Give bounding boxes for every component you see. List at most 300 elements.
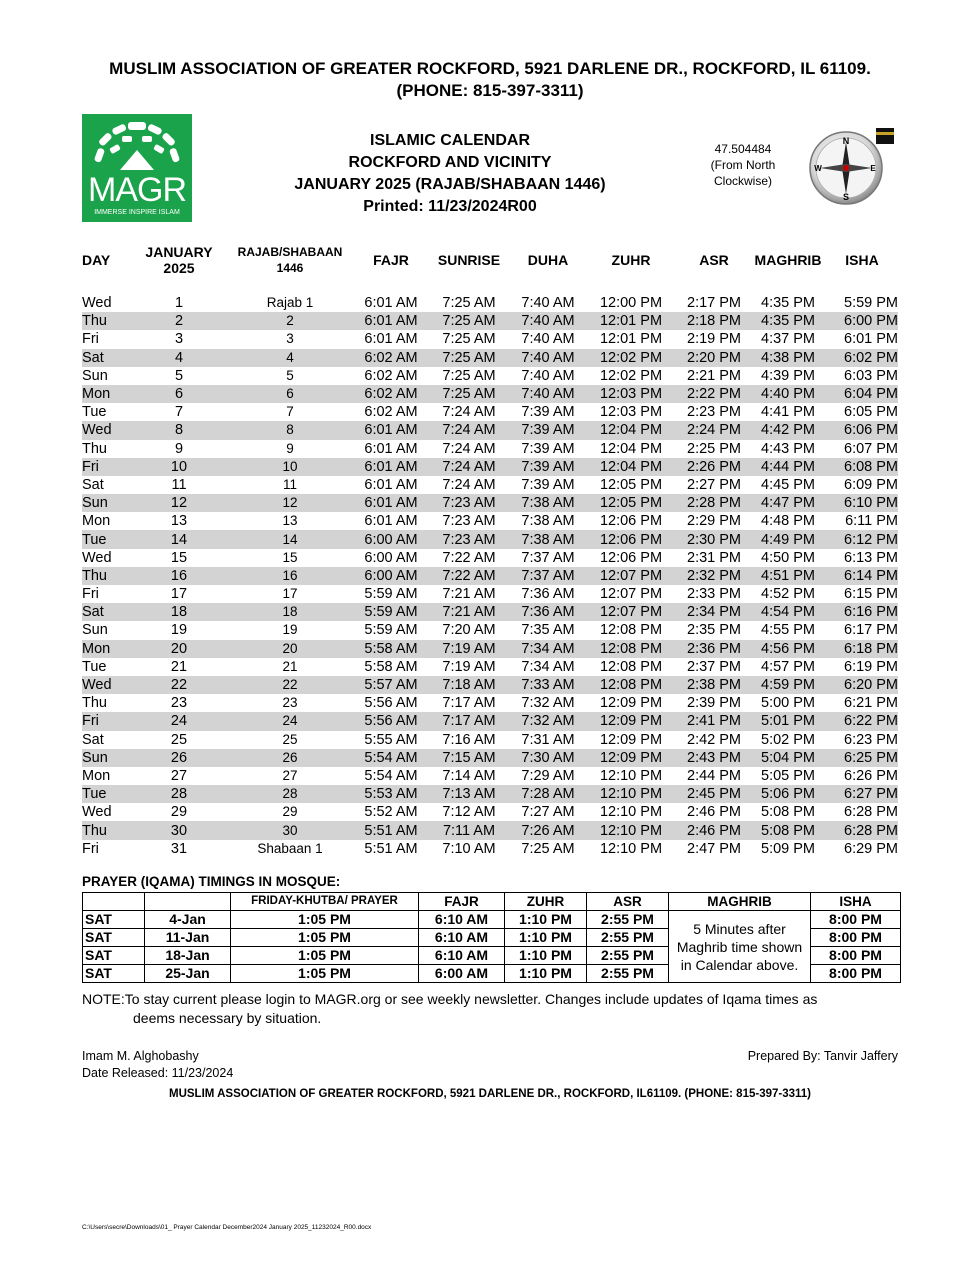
- cell-fajr: 6:01 AM: [356, 494, 426, 512]
- cell-fajr: 5:56 AM: [356, 712, 426, 730]
- cell-isha: 6:10 PM: [826, 494, 898, 512]
- cell-isha: 6:19 PM: [844, 658, 898, 675]
- iq-cell-fajr: 6:10 AM: [419, 911, 505, 929]
- cell-day: Wed: [82, 549, 112, 566]
- cell-sunrise: 7:12 AM: [442, 804, 496, 821]
- cell-zuhr: 12:07 PM: [584, 567, 678, 585]
- calendar-header-row: [82, 240, 898, 280]
- cell-sunrise: 7:17 AM: [426, 712, 512, 730]
- table-row: [82, 367, 898, 385]
- iq-cell-khutba: 1:05 PM: [231, 911, 419, 929]
- cell-isha: 6:02 PM: [826, 349, 898, 367]
- cell-greg: 8: [134, 421, 224, 439]
- table-row: [82, 567, 898, 585]
- cell-duha: 7:32 AM: [512, 712, 584, 730]
- bearing-line-3: Clockwise): [713, 174, 772, 188]
- cell-fajr: 5:57 AM: [356, 676, 426, 694]
- cell-duha: 7:38 AM: [512, 494, 584, 512]
- cell-isha: 6:11 PM: [845, 513, 898, 530]
- cell-maghrib: 5:05 PM: [761, 767, 815, 784]
- cell-asr: 2:30 PM: [678, 530, 750, 548]
- cell-hij: Rajab 1: [266, 295, 314, 311]
- calendar-body: [82, 294, 898, 858]
- cell-asr: 2:20 PM: [678, 349, 750, 367]
- table-row: [82, 440, 898, 458]
- cell-asr: 2:33 PM: [687, 586, 741, 603]
- cell-fajr: 6:01 AM: [364, 440, 418, 457]
- cell-duha: 7:40 AM: [512, 349, 584, 367]
- cell-zuhr: 12:02 PM: [599, 367, 663, 384]
- cell-fajr: 6:00 AM: [364, 549, 418, 566]
- cell-zuhr: 12:01 PM: [584, 312, 678, 330]
- cell-day: Sun: [82, 367, 108, 384]
- cell-hij: 18: [224, 603, 356, 621]
- cell-duha: 7:27 AM: [521, 804, 575, 821]
- cell-sunrise: 7:10 AM: [442, 840, 496, 857]
- cell-greg: 9: [174, 440, 184, 457]
- qibla-bearing: [698, 141, 788, 189]
- cell-maghrib: 5:06 PM: [750, 785, 826, 803]
- cell-sunrise: 7:25 AM: [442, 367, 496, 384]
- cell-sunrise: 7:23 AM: [426, 494, 512, 512]
- col-january-l2: 2025: [163, 260, 195, 276]
- magr-logo: [82, 114, 192, 222]
- cell-duha: 7:28 AM: [512, 785, 584, 803]
- cell-duha: 7:39 AM: [521, 440, 575, 457]
- cell-day: Sat: [82, 603, 134, 621]
- cell-hij: 17: [282, 586, 298, 602]
- cell-maghrib: 5:08 PM: [761, 804, 815, 821]
- cell-hij: 8: [224, 421, 356, 439]
- iq-cell-day: SAT: [83, 929, 145, 947]
- col-duha: DUHA: [527, 252, 569, 268]
- cell-fajr: 5:52 AM: [364, 804, 418, 821]
- cell-duha: 7:39 AM: [512, 458, 584, 476]
- cell-duha: 7:38 AM: [521, 513, 575, 530]
- cell-hij: 7: [286, 404, 294, 420]
- table-row: [82, 312, 898, 330]
- iq-cell-zuhr: 1:10 PM: [505, 911, 587, 929]
- cell-maghrib: 4:55 PM: [761, 622, 815, 639]
- prayer-calendar-table: [82, 240, 898, 858]
- cell-fajr: 5:51 AM: [356, 821, 426, 839]
- cell-greg: 7: [174, 404, 184, 421]
- iq-cell-fajr: 6:10 AM: [419, 929, 505, 947]
- cell-duha: 7:25 AM: [521, 840, 575, 857]
- cell-isha: 6:14 PM: [826, 567, 898, 585]
- cell-duha: 7:36 AM: [512, 603, 584, 621]
- cell-hij: 2: [224, 312, 356, 330]
- cell-day: Sun: [82, 622, 108, 639]
- cell-isha: 6:13 PM: [844, 549, 898, 566]
- cell-asr: 2:19 PM: [687, 331, 741, 348]
- cell-zuhr: 12:05 PM: [599, 476, 663, 493]
- cell-zuhr: 12:04 PM: [584, 421, 678, 439]
- cell-isha: 6:27 PM: [826, 785, 898, 803]
- cell-maghrib: 4:41 PM: [761, 404, 815, 421]
- cell-duha: 7:31 AM: [521, 731, 575, 748]
- cell-hij: 26: [224, 749, 356, 767]
- cell-sunrise: 7:25 AM: [442, 295, 496, 312]
- cell-asr: 2:39 PM: [687, 695, 741, 712]
- cell-greg: 20: [134, 640, 224, 658]
- cell-sunrise: 7:21 AM: [426, 603, 512, 621]
- cell-duha: 7:33 AM: [512, 676, 584, 694]
- cell-duha: 7:39 AM: [521, 476, 575, 493]
- cell-asr: 2:32 PM: [678, 567, 750, 585]
- cell-sunrise: 7:11 AM: [426, 821, 512, 839]
- cell-hij: 30: [224, 821, 356, 839]
- iq-cell-day: SAT: [83, 965, 145, 983]
- cell-zuhr: 12:10 PM: [599, 804, 663, 821]
- iqama-title: PRAYER (IQAMA) TIMINGS IN MOSQUE:: [82, 874, 341, 889]
- cell-zuhr: 12:07 PM: [599, 586, 663, 603]
- cell-asr: 2:29 PM: [687, 513, 741, 530]
- cell-asr: 2:41 PM: [678, 712, 750, 730]
- cell-greg: 28: [134, 785, 224, 803]
- cell-zuhr: 12:08 PM: [599, 622, 663, 639]
- cell-isha: 6:01 PM: [844, 331, 898, 348]
- cell-sunrise: 7:18 AM: [426, 676, 512, 694]
- cell-greg: 25: [170, 731, 188, 748]
- table-row: [82, 458, 898, 476]
- cell-sunrise: 7:25 AM: [426, 312, 512, 330]
- iq-cell-asr: 2:55 PM: [587, 911, 669, 929]
- cell-hij: 29: [282, 804, 298, 820]
- cell-greg: 14: [134, 530, 224, 548]
- iq-cell-zuhr: 1:10 PM: [505, 965, 587, 983]
- cell-day: Tue: [82, 785, 134, 803]
- cell-hij: 21: [282, 658, 298, 674]
- cell-fajr: 6:01 AM: [356, 421, 426, 439]
- logo-tagline: IMMERSE INSPIRE ISLAM: [94, 209, 180, 216]
- cell-fajr: 5:58 AM: [356, 640, 426, 658]
- cell-isha: 6:23 PM: [844, 731, 898, 748]
- maghrib-note-line: in Calendar above.: [680, 956, 799, 973]
- cell-fajr: 6:02 AM: [356, 349, 426, 367]
- cell-duha: 7:39 AM: [512, 421, 584, 439]
- cell-day: Wed: [82, 421, 134, 439]
- cell-greg: 3: [174, 331, 184, 348]
- cell-fajr: 5:59 AM: [356, 603, 426, 621]
- prepared-by: Prepared By: Tanvir Jaffery: [747, 1049, 898, 1063]
- cell-duha: 7:38 AM: [512, 530, 584, 548]
- iq-cell-khutba: 1:05 PM: [231, 965, 419, 983]
- cell-zuhr: 12:09 PM: [599, 731, 663, 748]
- table-row: [82, 749, 898, 767]
- iq-cell-fajr: 6:10 AM: [419, 947, 505, 965]
- title-line-4: Printed: 11/23/2024R00: [363, 198, 537, 215]
- cell-isha: 6:15 PM: [844, 586, 898, 603]
- iq-cell-asr: 2:55 PM: [587, 929, 669, 947]
- cell-day: Sat: [82, 349, 134, 367]
- cell-isha: 6:03 PM: [844, 367, 898, 384]
- cell-hij: 3: [286, 331, 294, 347]
- cell-asr: 2:37 PM: [687, 658, 741, 675]
- cell-day: Sun: [82, 494, 134, 512]
- cell-fajr: 6:02 AM: [356, 385, 426, 403]
- cell-day: Mon: [82, 513, 111, 530]
- cell-sunrise: 7:22 AM: [442, 549, 496, 566]
- iq-cell-isha: 8:00 PM: [811, 965, 901, 983]
- cell-hij: 28: [224, 785, 356, 803]
- cell-zuhr: 12:08 PM: [584, 676, 678, 694]
- cell-day: Mon: [82, 640, 134, 658]
- cell-asr: 2:17 PM: [687, 295, 741, 312]
- table-row: [82, 349, 898, 367]
- cell-maghrib: 5:01 PM: [750, 712, 826, 730]
- cell-greg: 1: [174, 295, 184, 312]
- compass-s: S: [842, 192, 850, 202]
- cell-greg: 24: [134, 712, 224, 730]
- cell-maghrib: 4:40 PM: [750, 385, 826, 403]
- cell-maghrib: 4:47 PM: [750, 494, 826, 512]
- cell-hij: Shabaan 1: [257, 840, 323, 856]
- cell-fajr: 5:55 AM: [364, 731, 418, 748]
- cell-maghrib: 4:39 PM: [761, 367, 815, 384]
- cell-isha: 6:28 PM: [844, 804, 898, 821]
- table-row: [82, 294, 898, 312]
- cell-asr: 2:22 PM: [678, 385, 750, 403]
- cell-duha: 7:40 AM: [521, 331, 575, 348]
- table-row: [82, 658, 898, 676]
- cell-maghrib: 4:42 PM: [750, 421, 826, 439]
- col-asr: ASR: [699, 252, 729, 268]
- table-row: [82, 403, 898, 421]
- cell-fajr: 6:02 AM: [364, 404, 418, 421]
- cell-asr: 2:43 PM: [678, 749, 750, 767]
- col-hijri-l2: 1446: [276, 261, 304, 275]
- col-hijri: [224, 240, 356, 280]
- cell-maghrib: 4:54 PM: [750, 603, 826, 621]
- cell-maghrib: 4:50 PM: [761, 549, 815, 566]
- cell-fajr: 5:58 AM: [364, 658, 418, 675]
- cell-maghrib: 5:00 PM: [761, 695, 815, 712]
- cell-maghrib: 4:59 PM: [750, 676, 826, 694]
- iqama-body: [83, 911, 901, 983]
- cell-greg: 27: [170, 767, 188, 784]
- cell-day: Thu: [82, 695, 107, 712]
- cell-asr: 2:46 PM: [678, 821, 750, 839]
- cell-maghrib: 4:38 PM: [750, 349, 826, 367]
- cell-zuhr: 12:07 PM: [584, 603, 678, 621]
- cell-day: Fri: [82, 712, 134, 730]
- cell-sunrise: 7:15 AM: [426, 749, 512, 767]
- cell-asr: 2:44 PM: [687, 767, 741, 784]
- cell-sunrise: 7:25 AM: [426, 349, 512, 367]
- table-row: [82, 731, 898, 749]
- cell-duha: 7:29 AM: [521, 767, 575, 784]
- cell-zuhr: 12:09 PM: [584, 749, 678, 767]
- cell-hij: 14: [224, 530, 356, 548]
- cell-sunrise: 7:24 AM: [426, 421, 512, 439]
- cell-hij: 15: [282, 549, 298, 565]
- cell-zuhr: 12:04 PM: [584, 458, 678, 476]
- cell-zuhr: 12:10 PM: [584, 821, 678, 839]
- cell-zuhr: 12:02 PM: [584, 349, 678, 367]
- cell-sunrise: 7:20 AM: [442, 622, 496, 639]
- cell-asr: 2:42 PM: [687, 731, 741, 748]
- table-row: [82, 767, 898, 785]
- iq-cell-date: 4-Jan: [145, 911, 231, 929]
- cell-fajr: 6:01 AM: [364, 295, 418, 312]
- cell-zuhr: 12:03 PM: [584, 385, 678, 403]
- cell-zuhr: 12:00 PM: [599, 295, 663, 312]
- cell-day: Fri: [82, 840, 99, 857]
- cell-isha: 6:00 PM: [826, 312, 898, 330]
- compass-w: W: [814, 164, 822, 173]
- cell-zuhr: 12:01 PM: [599, 331, 663, 348]
- cell-day: Wed: [82, 676, 134, 694]
- iq-cell-isha: 8:00 PM: [811, 929, 901, 947]
- cell-maghrib: 4:48 PM: [761, 513, 815, 530]
- cell-isha: 6:20 PM: [826, 676, 898, 694]
- col-maghrib: MAGHRIB: [754, 252, 822, 268]
- cell-isha: 6:22 PM: [826, 712, 898, 730]
- note-line-1: NOTE:To stay current please login to MAGR.org or see weekly newsletter. Changes include updates of Iqama times as: [82, 991, 818, 1007]
- col-zuhr: ZUHR: [611, 252, 651, 268]
- cell-sunrise: 7:16 AM: [442, 731, 496, 748]
- iq-col-zuhr: ZUHR: [505, 893, 587, 911]
- cell-asr: 2:25 PM: [687, 440, 741, 457]
- date-released: Date Released: 11/23/2024: [82, 1066, 234, 1080]
- cell-fajr: 6:01 AM: [364, 513, 418, 530]
- title-line-1: ISLAMIC CALENDAR: [370, 132, 530, 149]
- cell-hij: 10: [224, 458, 356, 476]
- cell-fajr: 6:01 AM: [364, 476, 418, 493]
- cell-day: Mon: [82, 385, 134, 403]
- cell-isha: 6:21 PM: [844, 695, 898, 712]
- table-row: [82, 821, 898, 839]
- compass-n: N: [842, 136, 850, 146]
- cell-asr: 2:28 PM: [678, 494, 750, 512]
- cell-duha: 7:39 AM: [521, 404, 575, 421]
- cell-hij: 5: [286, 367, 294, 383]
- cell-maghrib: 4:49 PM: [750, 530, 826, 548]
- cell-zuhr: 12:08 PM: [599, 658, 663, 675]
- cell-greg: 11: [171, 476, 187, 493]
- cell-isha: 6:06 PM: [826, 421, 898, 439]
- cell-maghrib: 5:09 PM: [761, 840, 815, 857]
- cell-day: Sun: [82, 749, 134, 767]
- cell-isha: 6:28 PM: [826, 821, 898, 839]
- cell-asr: 2:27 PM: [687, 476, 741, 493]
- cell-sunrise: 7:25 AM: [442, 331, 496, 348]
- cell-asr: 2:45 PM: [678, 785, 750, 803]
- cell-maghrib: 4:37 PM: [761, 331, 815, 348]
- table-row: [82, 840, 898, 858]
- cell-hij: 4: [224, 349, 356, 367]
- cell-maghrib: 4:43 PM: [761, 440, 815, 457]
- table-row: [82, 621, 898, 639]
- cell-asr: 2:35 PM: [687, 622, 741, 639]
- iq-col-asr: ASR: [587, 893, 669, 911]
- header-line-2: (PHONE: 815-397-3311): [396, 81, 584, 100]
- cell-duha: 7:34 AM: [512, 640, 584, 658]
- title-line-3: JANUARY 2025 (RAJAB/SHABAAN 1446): [294, 176, 606, 193]
- cell-greg: 12: [134, 494, 224, 512]
- iq-cell-khutba: 1:05 PM: [231, 947, 419, 965]
- cell-hij: 24: [224, 712, 356, 730]
- cell-asr: 2:46 PM: [687, 804, 741, 821]
- cell-day: Tue: [82, 658, 107, 675]
- note-line-2: deems necessary by situation.: [133, 1010, 322, 1026]
- cell-fajr: 5:53 AM: [356, 785, 426, 803]
- cell-fajr: 6:01 AM: [356, 312, 426, 330]
- cell-greg: 13: [170, 513, 188, 530]
- maghrib-note-line: 5 Minutes after: [693, 920, 786, 937]
- title-line-2: ROCKFORD AND VICINITY: [348, 154, 552, 171]
- cell-day: Thu: [82, 440, 107, 457]
- table-row: [82, 585, 898, 603]
- cell-day: Sat: [82, 731, 104, 748]
- cell-asr: 2:24 PM: [678, 421, 750, 439]
- footer-address: MUSLIM ASSOCIATION OF GREATER ROCKFORD, 5921 DARLENE DR., ROCKFORD, IL61109. (PHONE: 815-397-3311): [169, 1088, 811, 1100]
- cell-greg: 23: [170, 695, 188, 712]
- iq-cell-date: 18-Jan: [145, 947, 231, 965]
- cell-day: Thu: [82, 821, 134, 839]
- cell-greg: 10: [134, 458, 224, 476]
- iq-cell-asr: 2:55 PM: [587, 947, 669, 965]
- cell-greg: 5: [174, 367, 184, 384]
- bearing-value: 47.504484: [714, 142, 772, 156]
- cell-zuhr: 12:08 PM: [584, 640, 678, 658]
- cell-isha: 6:16 PM: [826, 603, 898, 621]
- cell-sunrise: 7:24 AM: [426, 458, 512, 476]
- table-row: [82, 785, 898, 803]
- table-row: [82, 603, 898, 621]
- cell-fajr: 6:00 AM: [356, 567, 426, 585]
- maghrib-note: [669, 911, 811, 983]
- cell-sunrise: 7:23 AM: [426, 530, 512, 548]
- table-row: [82, 421, 898, 439]
- iq-cell-asr: 2:55 PM: [587, 965, 669, 983]
- cell-greg: 21: [170, 658, 188, 675]
- cell-zuhr: 12:03 PM: [599, 404, 663, 421]
- cell-asr: 2:47 PM: [687, 840, 741, 857]
- cell-hij: 23: [282, 695, 298, 711]
- table-row: [82, 512, 898, 530]
- bearing-line-2: (From North: [710, 158, 776, 172]
- col-hijri-l1: RAJAB/SHABAAN: [237, 245, 343, 259]
- cell-asr: 2:36 PM: [678, 640, 750, 658]
- cell-asr: 2:23 PM: [687, 404, 741, 421]
- cell-zuhr: 12:06 PM: [599, 513, 663, 530]
- cell-hij: 9: [286, 440, 294, 456]
- cell-sunrise: 7:19 AM: [442, 658, 496, 675]
- cell-greg: 19: [170, 622, 188, 639]
- iqama-table: [82, 892, 901, 983]
- cell-day: Fri: [82, 458, 134, 476]
- cell-asr: 2:38 PM: [678, 676, 750, 694]
- cell-day: Thu: [82, 567, 134, 585]
- cell-maghrib: 4:51 PM: [750, 567, 826, 585]
- cell-day: Sat: [82, 476, 104, 493]
- cell-hij: 16: [224, 567, 356, 585]
- maghrib-note-line: Maghrib time shown: [676, 938, 803, 955]
- iq-cell-fajr: 6:00 AM: [419, 965, 505, 983]
- cell-maghrib: 4:57 PM: [761, 658, 815, 675]
- cell-zuhr: 12:05 PM: [584, 494, 678, 512]
- table-row: [82, 803, 898, 821]
- iq-col-khutba: FRIDAY-KHUTBA/ PRAYER: [231, 893, 419, 911]
- cell-zuhr: 12:10 PM: [599, 767, 663, 784]
- cell-fajr: 5:56 AM: [364, 695, 418, 712]
- cell-zuhr: 12:04 PM: [599, 440, 663, 457]
- iq-cell-date: 25-Jan: [145, 965, 231, 983]
- table-row: [82, 712, 898, 730]
- cell-greg: 2: [134, 312, 224, 330]
